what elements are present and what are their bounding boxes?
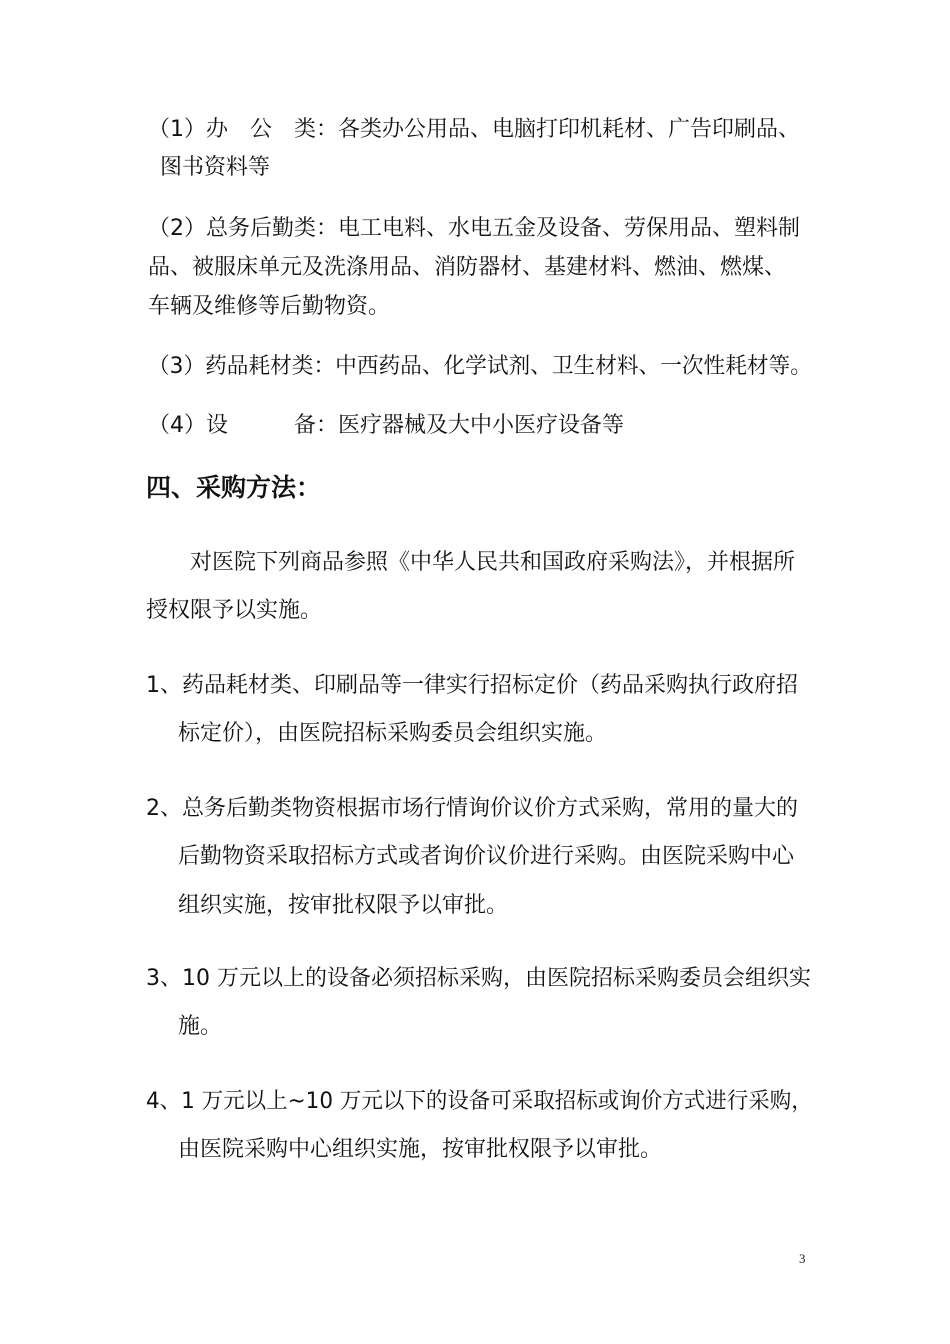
category-4-line-1: （4）设 备：医疗器械及大中小医疗设备等 [148, 413, 624, 438]
intro-line-2: 授权限予以实施。 [146, 598, 323, 623]
item-4-line-2: 由医院采购中心组织实施，按审批权限予以审批。 [178, 1137, 663, 1162]
item-2-line-1: 2、总务后勤类物资根据市场行情询价议价方式采购，常用的量大的 [146, 796, 798, 821]
item-4-line-1: 4、1 万元以上~10 万元以下的设备可采取招标或询价方式进行采购， [146, 1089, 813, 1114]
category-2-line-2: 品、被服床单元及洗涤用品、消防器材、基建材料、燃油、燃煤、 [148, 255, 787, 280]
item-1-line-2: 标定价），由医院招标采购委员会组织实施。 [178, 721, 608, 746]
category-2-line-3: 车辆及维修等后勤物资。 [148, 294, 391, 319]
category-2-line-1: （2）总务后勤类：电工电料、水电五金及设备、劳保用品、塑料制 [148, 216, 800, 241]
category-1-line-2: 图书资料等 [160, 155, 271, 180]
section-heading: 四、采购方法： [146, 473, 322, 502]
item-1-line-1: 1、药品耗材类、印刷品等一律实行招标定价（药品采购执行政府招 [146, 673, 798, 698]
page-number: 3 [799, 1251, 806, 1266]
item-3-line-1: 3、10 万元以上的设备必须招标采购，由医院招标采购委员会组织实 [146, 966, 811, 991]
item-2-line-3: 组织实施，按审批权限予以审批。 [178, 893, 509, 918]
item-3-line-2: 施。 [178, 1014, 223, 1039]
intro-line-1: 对医院下列商品参照《中华人民共和国政府采购法》，并根据所 [190, 550, 796, 575]
category-1-line-1: （1）办 公 类：各类办公用品、电脑打印机耗材、广告印刷品、 [148, 117, 800, 142]
category-3-line-1: （3）药品耗材类：中西药品、化学试剂、卫生材料、一次性耗材等。 [148, 354, 812, 379]
item-2-line-2: 后勤物资采取招标方式或者询价议价进行采购。由医院采购中心 [178, 844, 795, 869]
